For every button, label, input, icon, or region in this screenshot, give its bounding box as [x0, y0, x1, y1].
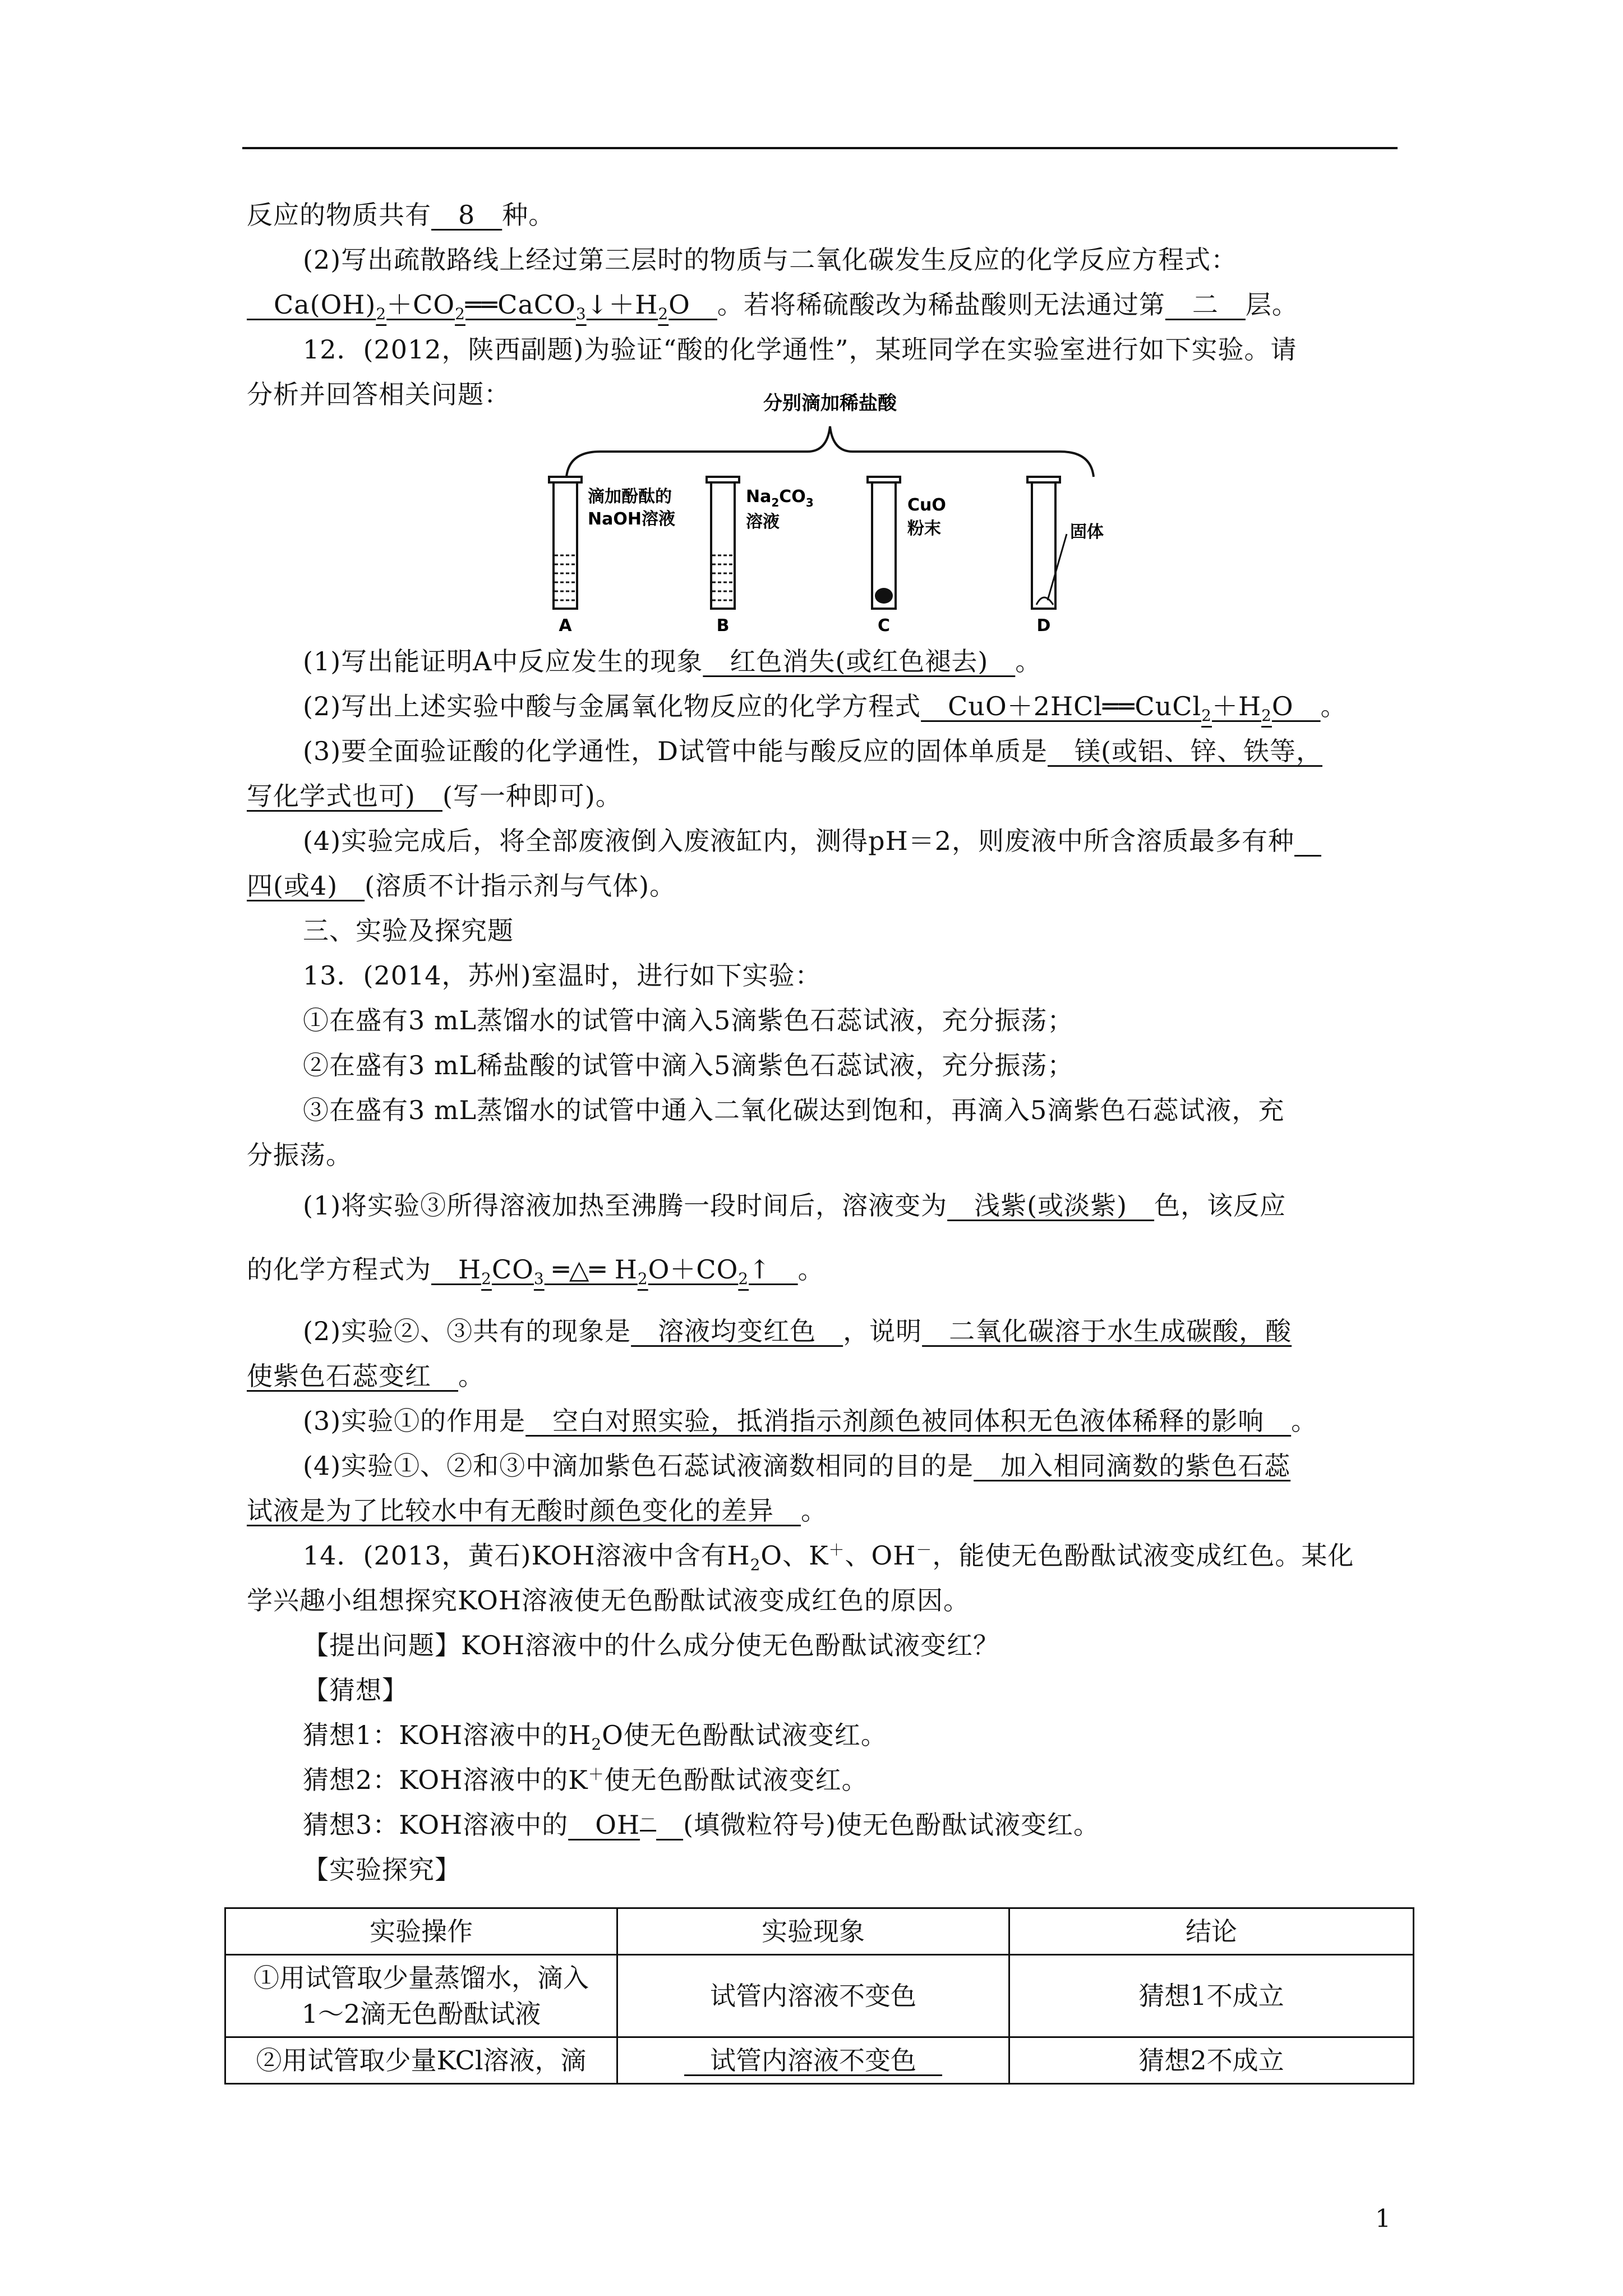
- answer-blank: 四(或4)__: [247, 871, 365, 901]
- answer-blank: __二氧化碳溶于水生成碳酸，酸: [922, 1316, 1292, 1346]
- text-line: [303, 1718, 887, 1752]
- answer-blank: 2: [1261, 706, 1272, 725]
- figure-brace: [566, 426, 1094, 477]
- subscript: 2: [591, 1735, 602, 1754]
- tube-c-label-2: 粉末: [907, 519, 941, 539]
- tube-d-label: 固体: [1070, 522, 1104, 542]
- table-row: [225, 1955, 1414, 2037]
- table-header-cell: 结论: [1009, 1908, 1414, 1955]
- answer-blank: 2: [376, 305, 387, 324]
- answer-blank: ↑__: [749, 1254, 798, 1285]
- text-span: 。: [1291, 1406, 1318, 1436]
- tube-a-label-1: 滴加酚酞的: [588, 487, 672, 507]
- text-span: (1)写出能证明A中反应发生的现象: [303, 646, 703, 677]
- text-line: [303, 1628, 999, 1663]
- text-span: 的化学方程式为: [247, 1254, 431, 1285]
- answer-blank: ＋H: [1211, 691, 1262, 721]
- text-span: O、K: [760, 1540, 829, 1571]
- text-line: [303, 734, 1322, 769]
- text-span: 分析并回答相关问题：: [247, 379, 510, 409]
- table-row: [225, 2037, 1414, 2084]
- text-line: [247, 868, 676, 903]
- text-span: 。: [797, 1254, 824, 1285]
- answer-blank: __镁(或铝、锌、铁等，: [1048, 736, 1322, 766]
- table-cell-conclusion: 猜想1不成立: [1009, 1955, 1414, 2037]
- table-header-cell: 实验现象: [617, 1908, 1009, 1955]
- text-span: 。: [801, 1496, 827, 1526]
- answer-blank: __CuO＋2HCl══CuCl: [921, 691, 1202, 721]
- text-span: 【猜想】: [303, 1675, 408, 1705]
- tube-a: [549, 477, 582, 609]
- text-span: 【实验探究】: [303, 1855, 461, 1885]
- answer-blank: __H: [431, 1254, 482, 1285]
- text-line: [247, 1359, 485, 1393]
- text-span: 层。: [1245, 289, 1298, 320]
- text-span: 猜想3：KOH溶液中的: [303, 1810, 569, 1840]
- text-span: ，能使无色酚酞试液变成红色。某化: [932, 1540, 1354, 1571]
- figure-heading: 分别滴加稀盐酸: [763, 393, 897, 415]
- text-line: [247, 1493, 827, 1528]
- text-line: [303, 1093, 1284, 1128]
- tube-d: [1027, 477, 1067, 609]
- text-line: [303, 1763, 868, 1797]
- table-header-row: [225, 1908, 1414, 1955]
- answer-blank: 2: [658, 305, 669, 324]
- table-cell-phenomenon: [617, 2037, 1009, 2084]
- subscript: 2: [750, 1556, 761, 1575]
- tube-c-letter: C: [877, 616, 891, 634]
- table-cell-answer: __试管内溶液不变色__: [684, 2045, 943, 2076]
- answer-blank: 使紫色石蕊变红__: [247, 1361, 458, 1391]
- text-line: [303, 1448, 1290, 1483]
- text-line: [303, 1003, 1073, 1038]
- superscript: ＋: [828, 1540, 845, 1559]
- table-cell-conclusion: 猜想2不成立: [1009, 2037, 1414, 2084]
- page-number: 1: [1375, 2205, 1391, 2233]
- text-span: 12．(2012，陕西副题)为验证“酸的化学通性”，某班同学在实验室进行如下实验。请: [303, 334, 1297, 365]
- text-span: (1)将实验③所得溶液加热至沸腾一段时间后，溶液变为: [303, 1190, 948, 1221]
- text-line: [303, 1314, 1292, 1349]
- answer-blank: __加入相同滴数的紫色石蕊: [974, 1451, 1291, 1481]
- table-header-cell: 实验操作: [225, 1908, 617, 1955]
- text-span: 种。: [502, 200, 555, 230]
- answer-blank: __浅紫(或淡紫)__: [947, 1190, 1155, 1221]
- answer-blank: 2: [637, 1269, 648, 1289]
- text-line: [303, 1852, 461, 1887]
- superscript: ＋: [588, 1765, 605, 1784]
- tube-b-label-2: 溶液: [746, 512, 780, 532]
- answer-blank: 3: [533, 1269, 545, 1289]
- answer-blank: __: [1294, 826, 1321, 856]
- answer-blank: O__: [668, 289, 717, 320]
- text-line: [247, 1252, 824, 1287]
- tube-d-letter: D: [1036, 616, 1051, 634]
- text-line: [247, 779, 622, 813]
- text-line: [303, 1404, 1317, 1438]
- text-span: (3)要全面验证酸的化学通性，D试管中能与酸反应的固体单质是: [303, 736, 1048, 766]
- text-line: [247, 197, 555, 232]
- answer-blank: __空白对照实验，抵消指示剂颜色被同体积无色液体稀释的影响__: [525, 1406, 1292, 1436]
- text-span: (填微粒符号)使无色酚酞试液变红。: [683, 1810, 1100, 1840]
- text-span: (4)实验完成后，将全部废液倒入废液缸内，测得pH＝2，则废液中所含溶质最多有种: [303, 826, 1294, 856]
- tube-c: [868, 477, 900, 609]
- text-line: [247, 1583, 970, 1618]
- text-line: [303, 332, 1297, 367]
- answer-blank: O＋CO: [648, 1254, 739, 1285]
- text-line: [303, 1807, 1100, 1842]
- text-span: 【提出问题】KOH溶液中的什么成分使无色酚酞试液变红？: [303, 1630, 999, 1660]
- answer-blank: ＋CO: [386, 289, 455, 320]
- text-span: (2)写出上述实验中酸与金属氧化物反应的化学方程式: [303, 691, 921, 721]
- answer-blank: 写化学式也可)__: [247, 781, 442, 811]
- answer-blank: __Ca(OH): [247, 289, 376, 320]
- text-span: 。若将稀硫酸改为稀盐酸则无法通过第: [717, 289, 1165, 320]
- answer-blank: __红色消失(或红色褪去)__: [703, 646, 1016, 677]
- answer-blank: __二__: [1165, 289, 1246, 320]
- text-span: (2)写出疏散路线上经过第三层时的物质与二氧化碳发生反应的化学反应方程式：: [303, 245, 1238, 275]
- text-line: [303, 1673, 408, 1708]
- text-span: 学兴趣小组想探究KOH溶液使无色酚酞试液变成红色的原因。: [247, 1585, 970, 1616]
- text-span: 13．(2014，苏州)室温时，进行如下实验：: [303, 960, 822, 991]
- text-span: ③在盛有3 mL蒸馏水的试管中通入二氧化碳达到饱和，再滴入5滴紫色石蕊试液，充: [303, 1095, 1285, 1125]
- text-span: (2)实验②、③共有的现象是: [303, 1316, 631, 1346]
- text-span: (溶质不计指示剂与气体)。: [365, 871, 676, 901]
- table-cell-operation: ②用试管取少量KCl溶液，滴: [225, 2037, 617, 2084]
- answer-blank: 2: [455, 305, 465, 324]
- tube-b-label-1: $Na_2CO_3$: [746, 487, 814, 509]
- tube-c-label-1: CuO: [907, 495, 946, 515]
- text-line: [247, 287, 1298, 322]
- answer-blank: ↓＋H: [586, 289, 658, 320]
- text-line: [303, 823, 1321, 858]
- text-line: [247, 1138, 352, 1172]
- text-span: O使无色酚酞试液变红。: [602, 1720, 887, 1750]
- text-span: ，说明: [843, 1316, 923, 1346]
- text-line: [303, 644, 1041, 679]
- answer-blank: __8__: [431, 200, 502, 230]
- text-span: (3)实验①的作用是: [303, 1406, 526, 1436]
- superscript: －: [916, 1540, 933, 1559]
- text-span: 。: [458, 1361, 485, 1391]
- answer-blank: －: [640, 1810, 657, 1829]
- text-line: [303, 1188, 1286, 1223]
- text-line: [303, 242, 1237, 277]
- text-line: [247, 377, 510, 412]
- answer-blank: CO: [491, 1254, 534, 1285]
- answer-blank: __OH: [568, 1810, 640, 1840]
- text-line: [303, 913, 514, 948]
- text-span: 三、实验及探究题: [303, 915, 514, 946]
- text-span: (写一种即可)。: [442, 781, 622, 811]
- text-line: [303, 958, 822, 993]
- tube-b: [707, 477, 739, 609]
- answer-blank: 3: [575, 305, 587, 324]
- text-line: [303, 1538, 1354, 1573]
- answer-blank: 2: [1201, 706, 1212, 725]
- text-line: [303, 689, 1347, 724]
- text-span: 色，该反应: [1154, 1190, 1287, 1221]
- answer-blank: 2: [738, 1269, 749, 1289]
- text-span: 14．(2013，黄石)KOH溶液中含有H: [303, 1540, 750, 1571]
- text-span: 分振荡。: [247, 1140, 352, 1170]
- text-span: ②在盛有3 mL稀盐酸的试管中滴入5滴紫色石蕊试液，充分振荡；: [303, 1050, 1074, 1080]
- text-span: 。: [1320, 691, 1347, 721]
- text-span: ①在盛有3 mL蒸馏水的试管中滴入5滴紫色石蕊试液，充分振荡；: [303, 1005, 1074, 1036]
- table-cell-text: 1～2滴无色酚酞试液: [301, 1999, 541, 2029]
- table-cell-phenomenon: 试管内溶液不变色: [617, 1955, 1009, 2037]
- text-span: 使无色酚酞试液变红。: [604, 1765, 868, 1795]
- text-span: 猜想2：KOH溶液中的K: [303, 1765, 588, 1795]
- tube-a-letter: A: [559, 616, 572, 634]
- answer-blank: __: [656, 1810, 684, 1840]
- text-line: [303, 1048, 1073, 1083]
- text-span: 、OH: [845, 1540, 916, 1571]
- test-tube-figure: [538, 393, 1122, 634]
- text-span: 反应的物质共有: [247, 200, 431, 230]
- experiment-table: [224, 1907, 1414, 2085]
- answer-blank: 试液是为了比较水中有无酸时颜色变化的差异__: [247, 1496, 801, 1526]
- tube-b-letter: B: [716, 616, 730, 634]
- answer-blank: 2: [481, 1269, 492, 1289]
- tube-a-label-2: NaOH溶液: [588, 509, 675, 529]
- answer-blank: __溶液均变红色__: [631, 1316, 843, 1346]
- answer-blank: ══CaCO: [465, 289, 576, 320]
- answer-blank: O__: [1271, 691, 1321, 721]
- table-cell-operation: [225, 1955, 617, 2037]
- text-span: 。: [1015, 646, 1042, 677]
- table-cell-text: ①用试管取少量蒸馏水，滴入: [253, 1963, 589, 1993]
- text-span: (4)实验①、②和③中滴加紫色石蕊试液滴数相同的目的是: [303, 1451, 974, 1481]
- answer-blank: ═△═ H: [544, 1254, 638, 1285]
- text-span: 猜想1：KOH溶液中的H: [303, 1720, 592, 1750]
- header-rule: [242, 147, 1398, 149]
